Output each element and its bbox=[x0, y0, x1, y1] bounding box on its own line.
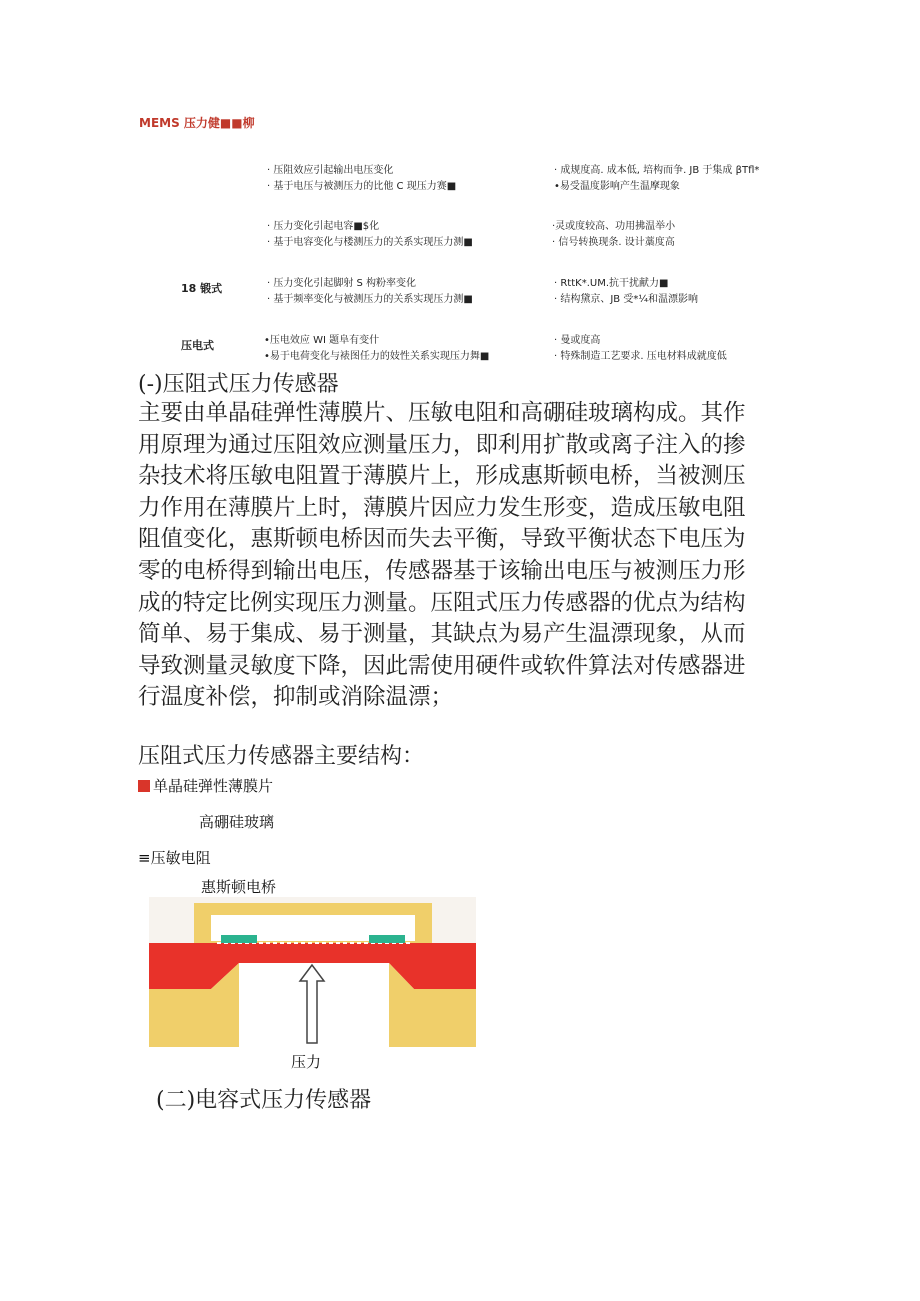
row1-features-line1: · 成规度高. 成本低, 培构而争. JB 于集成 βTfl* bbox=[554, 165, 760, 176]
piezoresistor-left bbox=[221, 935, 257, 943]
row3-principle-line2: · 基于频率变化与被测压力的关系实现压力测■ bbox=[267, 294, 473, 305]
row2-features bbox=[552, 219, 675, 251]
paragraph-line: 阻值变化，惠斯顿电桥因而失去平衡，导致平衡状态下电压为 bbox=[138, 526, 746, 553]
sensor-cross-section-diagram bbox=[149, 897, 476, 1047]
row1-principle-line1: · 压阻效应引起输出电压变化 bbox=[267, 165, 394, 176]
row2-features-line2: · 信号转换现条. 设计藁度高 bbox=[552, 237, 675, 248]
paragraph-line: 杂技术将压敏电阻置于薄膜片上，形成惠斯顿电桥，当被测压 bbox=[138, 463, 746, 490]
row1-features bbox=[554, 163, 759, 195]
row3-label: 18 锻式 bbox=[181, 282, 223, 295]
row2-principle-line2: · 基于电容变化与楼测压力的关系实现压力测■ bbox=[267, 237, 473, 248]
row1-principle bbox=[267, 163, 456, 195]
membrane-swatch-icon bbox=[138, 780, 150, 792]
section2-heading: (二)电容式压力传感器 bbox=[156, 1088, 372, 1113]
paragraph-line: 导致测量灵敏度下降，因此需使用硬件或软件算法对传感器进 bbox=[138, 652, 746, 679]
legend-resistor bbox=[138, 847, 211, 868]
paragraph-line: 零的电桥得到输出电压，传感器基于该输出电压与被测压力形 bbox=[138, 557, 746, 584]
row4-label: 压电式 bbox=[181, 339, 214, 352]
row2-features-line1: ·灵或度较高、功用拂温举小 bbox=[552, 221, 676, 232]
row1-features-line2: •易受温度影响产生温摩现象 bbox=[554, 181, 680, 192]
section1-heading: (-)压阻式压力传感器 bbox=[138, 372, 339, 397]
row3-features-line1: · RttK*.UM.抗干扰献力■ bbox=[554, 278, 669, 289]
legend-resistor-label: 压敏电阻 bbox=[150, 849, 211, 867]
table-title: MEMS 压力健■■柳 bbox=[139, 116, 255, 130]
legend-membrane-label: 单晶硅弹性薄膜片 bbox=[153, 777, 274, 795]
row4-features-line2: · 特殊制造工艺要求. 压电材料成就度低 bbox=[554, 351, 727, 362]
row4-principle-line1: •压电效应 WI 题阜有变什 bbox=[264, 335, 380, 346]
paragraph-line: 简单、易于集成、易于测量，其缺点为易产生温漂现象，从而 bbox=[138, 621, 746, 648]
paragraph-line: 用原理为通过压阻效应测量压力，即利用扩散或离子注入的掺 bbox=[138, 431, 746, 458]
legend-membrane bbox=[138, 775, 273, 796]
row1-principle-line2: · 基于电压与被测压力的比他 C 现压力赛■ bbox=[267, 181, 457, 192]
paragraph-line: 主要由单晶硅弹性薄膜片、压敏电阻和高硼硅玻璃构成。其作 bbox=[138, 400, 746, 426]
resistor-marker-icon: ≡ bbox=[138, 849, 151, 867]
structure-heading: 压阻式压力传感器主要结构： bbox=[138, 744, 425, 769]
paragraph-line: 成的特定比例实现压力测量。压阻式压力传感器的优点为结构 bbox=[138, 589, 746, 616]
legend-glass: 高硼硅玻璃 bbox=[199, 813, 275, 831]
legend-bridge: 惠斯顿电桥 bbox=[201, 878, 277, 896]
row4-features-line1: · 曼或度高 bbox=[554, 335, 601, 346]
row4-features bbox=[554, 333, 727, 365]
row3-principle-line1: · 压力变化引起脚射 S 构粉率变化 bbox=[267, 278, 417, 289]
row4-principle bbox=[264, 333, 489, 365]
paragraph-line: 行温度补偿，抑制或消除温漂； bbox=[138, 684, 454, 711]
row2-principle-line1: · 压力变化引起电容■$化 bbox=[267, 221, 380, 232]
row3-principle bbox=[267, 276, 473, 308]
row3-features bbox=[554, 276, 698, 308]
row3-features-line2: · 结构黛京、JB 受*¼和温漂影响 bbox=[554, 294, 699, 305]
row4-principle-line2: •易于电荷变化与裱图任力的妓性关系实现压力舞■ bbox=[264, 351, 490, 362]
paragraph-line: 力作用在薄膜片上时，薄膜片因应力发生形变，造成压敏电阻 bbox=[138, 494, 746, 521]
section1-paragraph bbox=[138, 398, 798, 714]
row2-principle bbox=[267, 219, 473, 251]
pressure-label: 压力 bbox=[291, 1053, 322, 1071]
piezoresistor-right bbox=[369, 935, 405, 943]
